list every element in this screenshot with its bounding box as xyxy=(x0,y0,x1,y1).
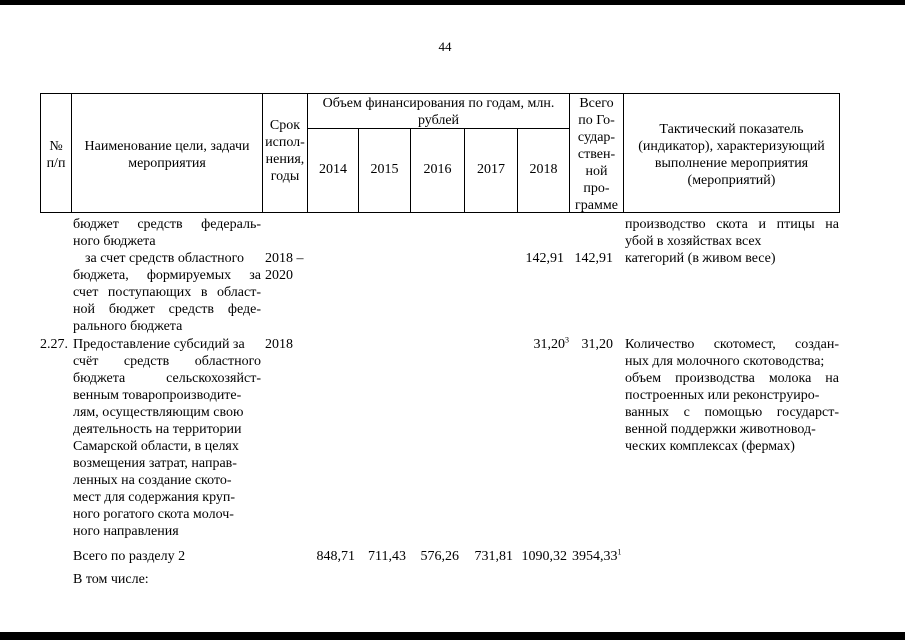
header-top-border xyxy=(40,93,840,94)
page-number: 44 xyxy=(438,39,452,54)
row-total: 31,20 xyxy=(581,337,613,352)
page-top-edge xyxy=(0,0,905,5)
row-indicator: Количество скотомест, создан- ных для молочного скотоводства; объем производства молока на построенных или реконструиро- ванных с помощью государст- венной поддержки животновод- ческих комплексах (фермах) xyxy=(625,337,839,454)
row-name: бюджет средств федераль- ного бюджета xyxy=(73,217,261,249)
row-name: Предоставление субсидий за счёт средств областного бюджета сельскохозяйст- венным товаропроизводите- лям, осуществляющим свою деятельность на территории Самарской области, в целях возмещения затрат, направ- ленных на создание ското- мест для содержания круп- ного рогатого скота молоч- ного направления xyxy=(73,337,261,539)
header-indicator: Тактический показатель (индикатор), характеризующий выполнение мероприятия (мероприятий) xyxy=(638,122,825,188)
header-no: № п/п xyxy=(46,139,66,171)
row-value-2018: 142,91 xyxy=(525,251,564,266)
header-border-right xyxy=(839,93,840,213)
header-name: Наименование цели, задачи мероприятия xyxy=(84,139,250,171)
header-bottom-border xyxy=(40,212,840,213)
total-program: 3954,33$^1$ xyxy=(572,547,622,564)
row-indicator: категорий (в живом весе) xyxy=(625,251,776,266)
page-bottom-edge xyxy=(0,632,905,640)
header-year-2014: 2014 xyxy=(319,162,347,177)
row-indicator: производство скота и птицы на убой в хозяйствах всех xyxy=(625,217,839,249)
including-label: В том числе: xyxy=(73,572,149,587)
header-total: Всего по Го- судар- ствен- ной про- грамме xyxy=(575,96,618,213)
total-2016: 576,26 xyxy=(420,549,459,564)
header-financing: Объем финансирования по годам, млн. рублей xyxy=(322,96,555,128)
header-year-2018: 2018 xyxy=(529,162,558,177)
row-term: 2018 – 2020 xyxy=(265,251,304,283)
header-year-2015: 2015 xyxy=(370,162,399,177)
header-year-2017: 2017 xyxy=(477,162,505,177)
row-number: 2.27. xyxy=(40,337,68,352)
row-value-2018: 31,20$^3$ xyxy=(533,335,569,352)
section-total-label: Всего по разделу 2 xyxy=(73,549,186,564)
row-name: за счет средств областного бюджета, формируемых за счет поступающих в област- ной бюджет средств феде- рального бюджета xyxy=(73,251,261,334)
row-total: 142,91 xyxy=(574,251,613,266)
row-term: 2018 xyxy=(265,337,293,352)
total-2015: 711,43 xyxy=(368,549,406,564)
header-year-2016: 2016 xyxy=(423,162,452,177)
total-2017: 731,81 xyxy=(474,549,513,564)
header-term: Срок испол- нения, годы xyxy=(265,118,305,184)
total-2014: 848,71 xyxy=(316,549,355,564)
total-2018: 1090,32 xyxy=(521,549,567,564)
